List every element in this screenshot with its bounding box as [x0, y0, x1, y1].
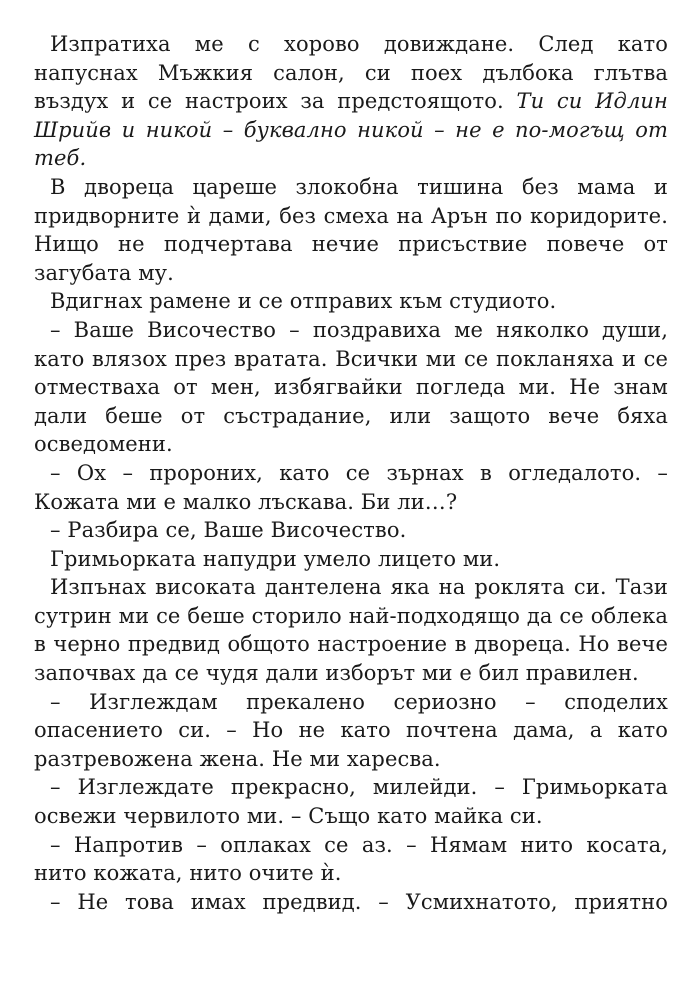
paragraph: Изпратиха ме с хорово довиждане. След като напуснах Мъжкия салон, си поех дълбока глътва въздух и се настроих за предстоящото. Ти си Идлин Шрийв и никой – буквално никой – не е по-могъщ от теб.	[34, 32, 668, 171]
paragraph: Вдигнах рамене и се отправих към студиото.	[50, 289, 557, 314]
paragraph: В двореца цареше злокобна тишина без мама и придворните ѝ дами, без смеха на Арън по коридорите. Нищо не подчертава нечие присъствие повече от загубата му.	[34, 174, 668, 285]
paragraph: Изпънах високата дантелена яка на роклята си. Тази сутрин ми се беше сторило най-подходящо да се облека в черно предвид общото настроение в двореца. Но вече започвах да се чудя дали изборът ми е бил правилен.	[34, 575, 668, 686]
paragraph: – Изглеждам прекалено сериозно – споделих опасението си. – Но не като почтена дама, а като разтревожена жена. Не ми харесва.	[34, 689, 668, 771]
paragraph: – Не това имах предвид. – Усмихнатото, приятно	[50, 889, 668, 914]
italic-thought: Ти си Идлин Шрийв и никой – буквално никой – не е по-могъщ от теб.	[34, 89, 668, 171]
paragraph: – Ваше Височество – поздравиха ме няколко души, като влязох през вратата. Всички ми се покланяха и се отместваха от мен, избягвайки погледа ми. Не знам дали беше от състрадание, или защото вече бяха осведомени.	[34, 317, 668, 457]
paragraph: – Разбира се, Ваше Височество.	[50, 518, 407, 543]
paragraph: Гримьорката напудри умело лицето ми.	[50, 546, 501, 571]
paragraph: – Ох – пророних, като се зърнах в огледалото. – Кожата ми е малко лъскава. Би ли…?	[34, 460, 668, 514]
paragraph: – Напротив – оплаках се аз. – Нямам нито косата, нито кожата, нито очите ѝ.	[34, 832, 668, 886]
paragraph: – Изглеждате прекрасно, милейди. – Гримьорката освежи червилото ми. – Също като майка си.	[34, 775, 668, 829]
book-page	[34, 30, 668, 916]
